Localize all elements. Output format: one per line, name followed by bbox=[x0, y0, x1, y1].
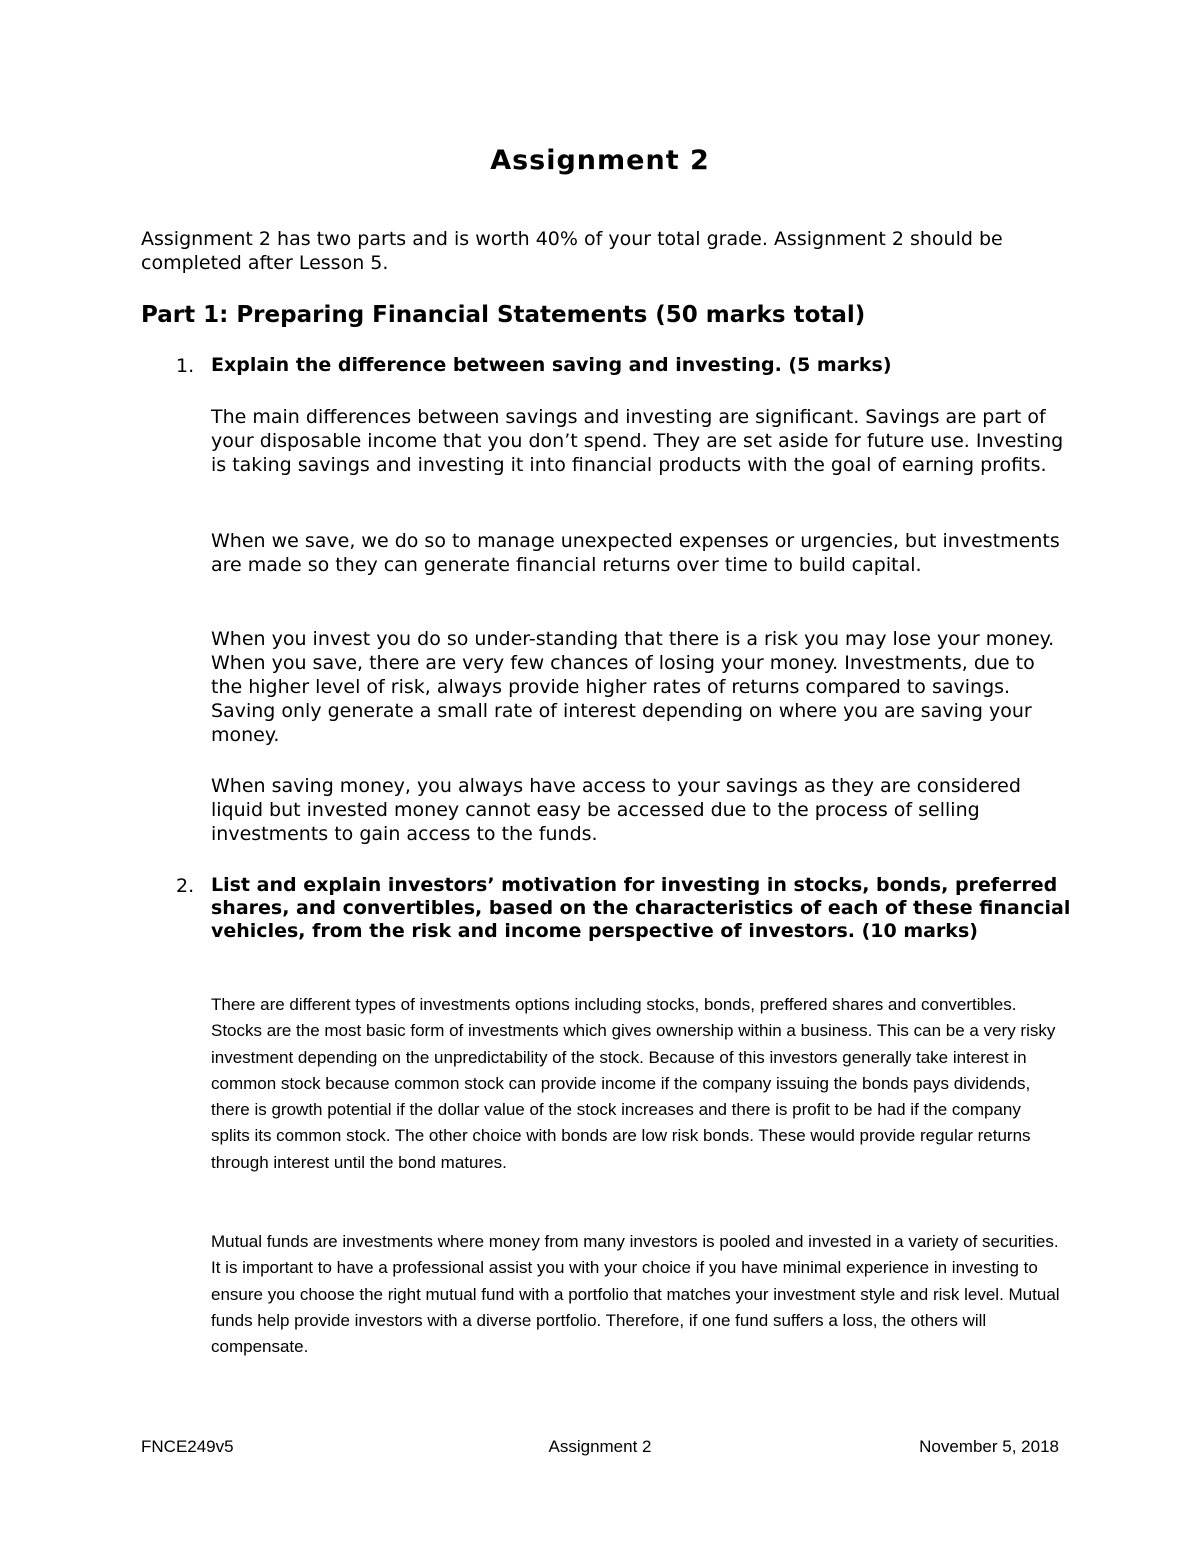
question-1-number: 1. bbox=[176, 355, 195, 377]
question-2-answer-paragraph-2: Mutual funds are investments where money from many investors is pooled and invested in a variety of securities. It is important to have a professional assist you with your choice if you have minimal experience in investing to ensure you choose the right mutual fund with a portfolio that matches your investment style and risk level. Mutual funds help provide investors with a diverse portfolio. Therefore, if one fund suffers a loss, the others will compensate. bbox=[211, 1232, 1060, 1357]
question-1-answer-paragraph-4: When saving money, you always have access to your savings as they are considered liquid but invested money cannot easy be accessed due to the process of selling investments to gain access to the funds. bbox=[211, 775, 1021, 845]
footer-course-code: FNCE249v5 bbox=[141, 1437, 234, 1456]
footer-date: November 5, 2018 bbox=[919, 1437, 1059, 1456]
footer-document-title: Assignment 2 bbox=[548, 1437, 652, 1456]
intro-paragraph: Assignment 2 has two parts and is worth 40% of your total grade. Assignment 2 should be completed after Lesson 5. bbox=[141, 228, 1003, 274]
question-1-answer-paragraph-2: When we save, we do so to manage unexpected expenses or urgencies, but investments are made so they can generate financial returns over time to build capital. bbox=[211, 530, 1060, 576]
question-2-answer-paragraph-1: There are different types of investments options including stocks, bonds, preffered shares and convertibles. Stocks are the most basic form of investments which gives ownership within a business. This can be a very risky investment depending on the unpredictability of the stock. Because of this investors generally take interest in common stock because common stock can provide income if the company issuing the bonds pays dividends, there is growth potential if the dollar value of the stock increases and there is profit to be had if the company splits its common stock. The other choice with bonds are low risk bonds. These would provide regular returns through interest until the bond matures. bbox=[211, 995, 1056, 1172]
question-1-text: Explain the difference between saving and investing. (5 marks) bbox=[211, 354, 892, 376]
page-title: Assignment 2 bbox=[490, 145, 710, 176]
question-2-text: List and explain investors’ motivation for investing in stocks, bonds, preferred shares, and convertibles, based on the characteristics of each of these financial vehicles, from the risk and income perspective of investors. (10 marks) bbox=[211, 874, 1071, 942]
part-1-heading: Part 1: Preparing Financial Statements (50 marks total) bbox=[141, 302, 866, 328]
question-1-answer-paragraph-3: When you invest you do so under-standing that there is a risk you may lose your money. When you save, there are very few chances of losing your money. Investments, due to the higher level of risk, always provide higher rates of returns compared to savings. Saving only generate a small rate of interest depending on where you are saving your money. bbox=[211, 628, 1055, 746]
question-1-answer-paragraph-1: The main differences between savings and investing are significant. Savings are part of your disposable income that you don’t spend. They are set aside for future use. Investing is taking savings and investing it into financial products with the goal of earning profits. bbox=[211, 406, 1064, 476]
question-2-number: 2. bbox=[176, 875, 195, 897]
page-footer bbox=[141, 1435, 1059, 1459]
